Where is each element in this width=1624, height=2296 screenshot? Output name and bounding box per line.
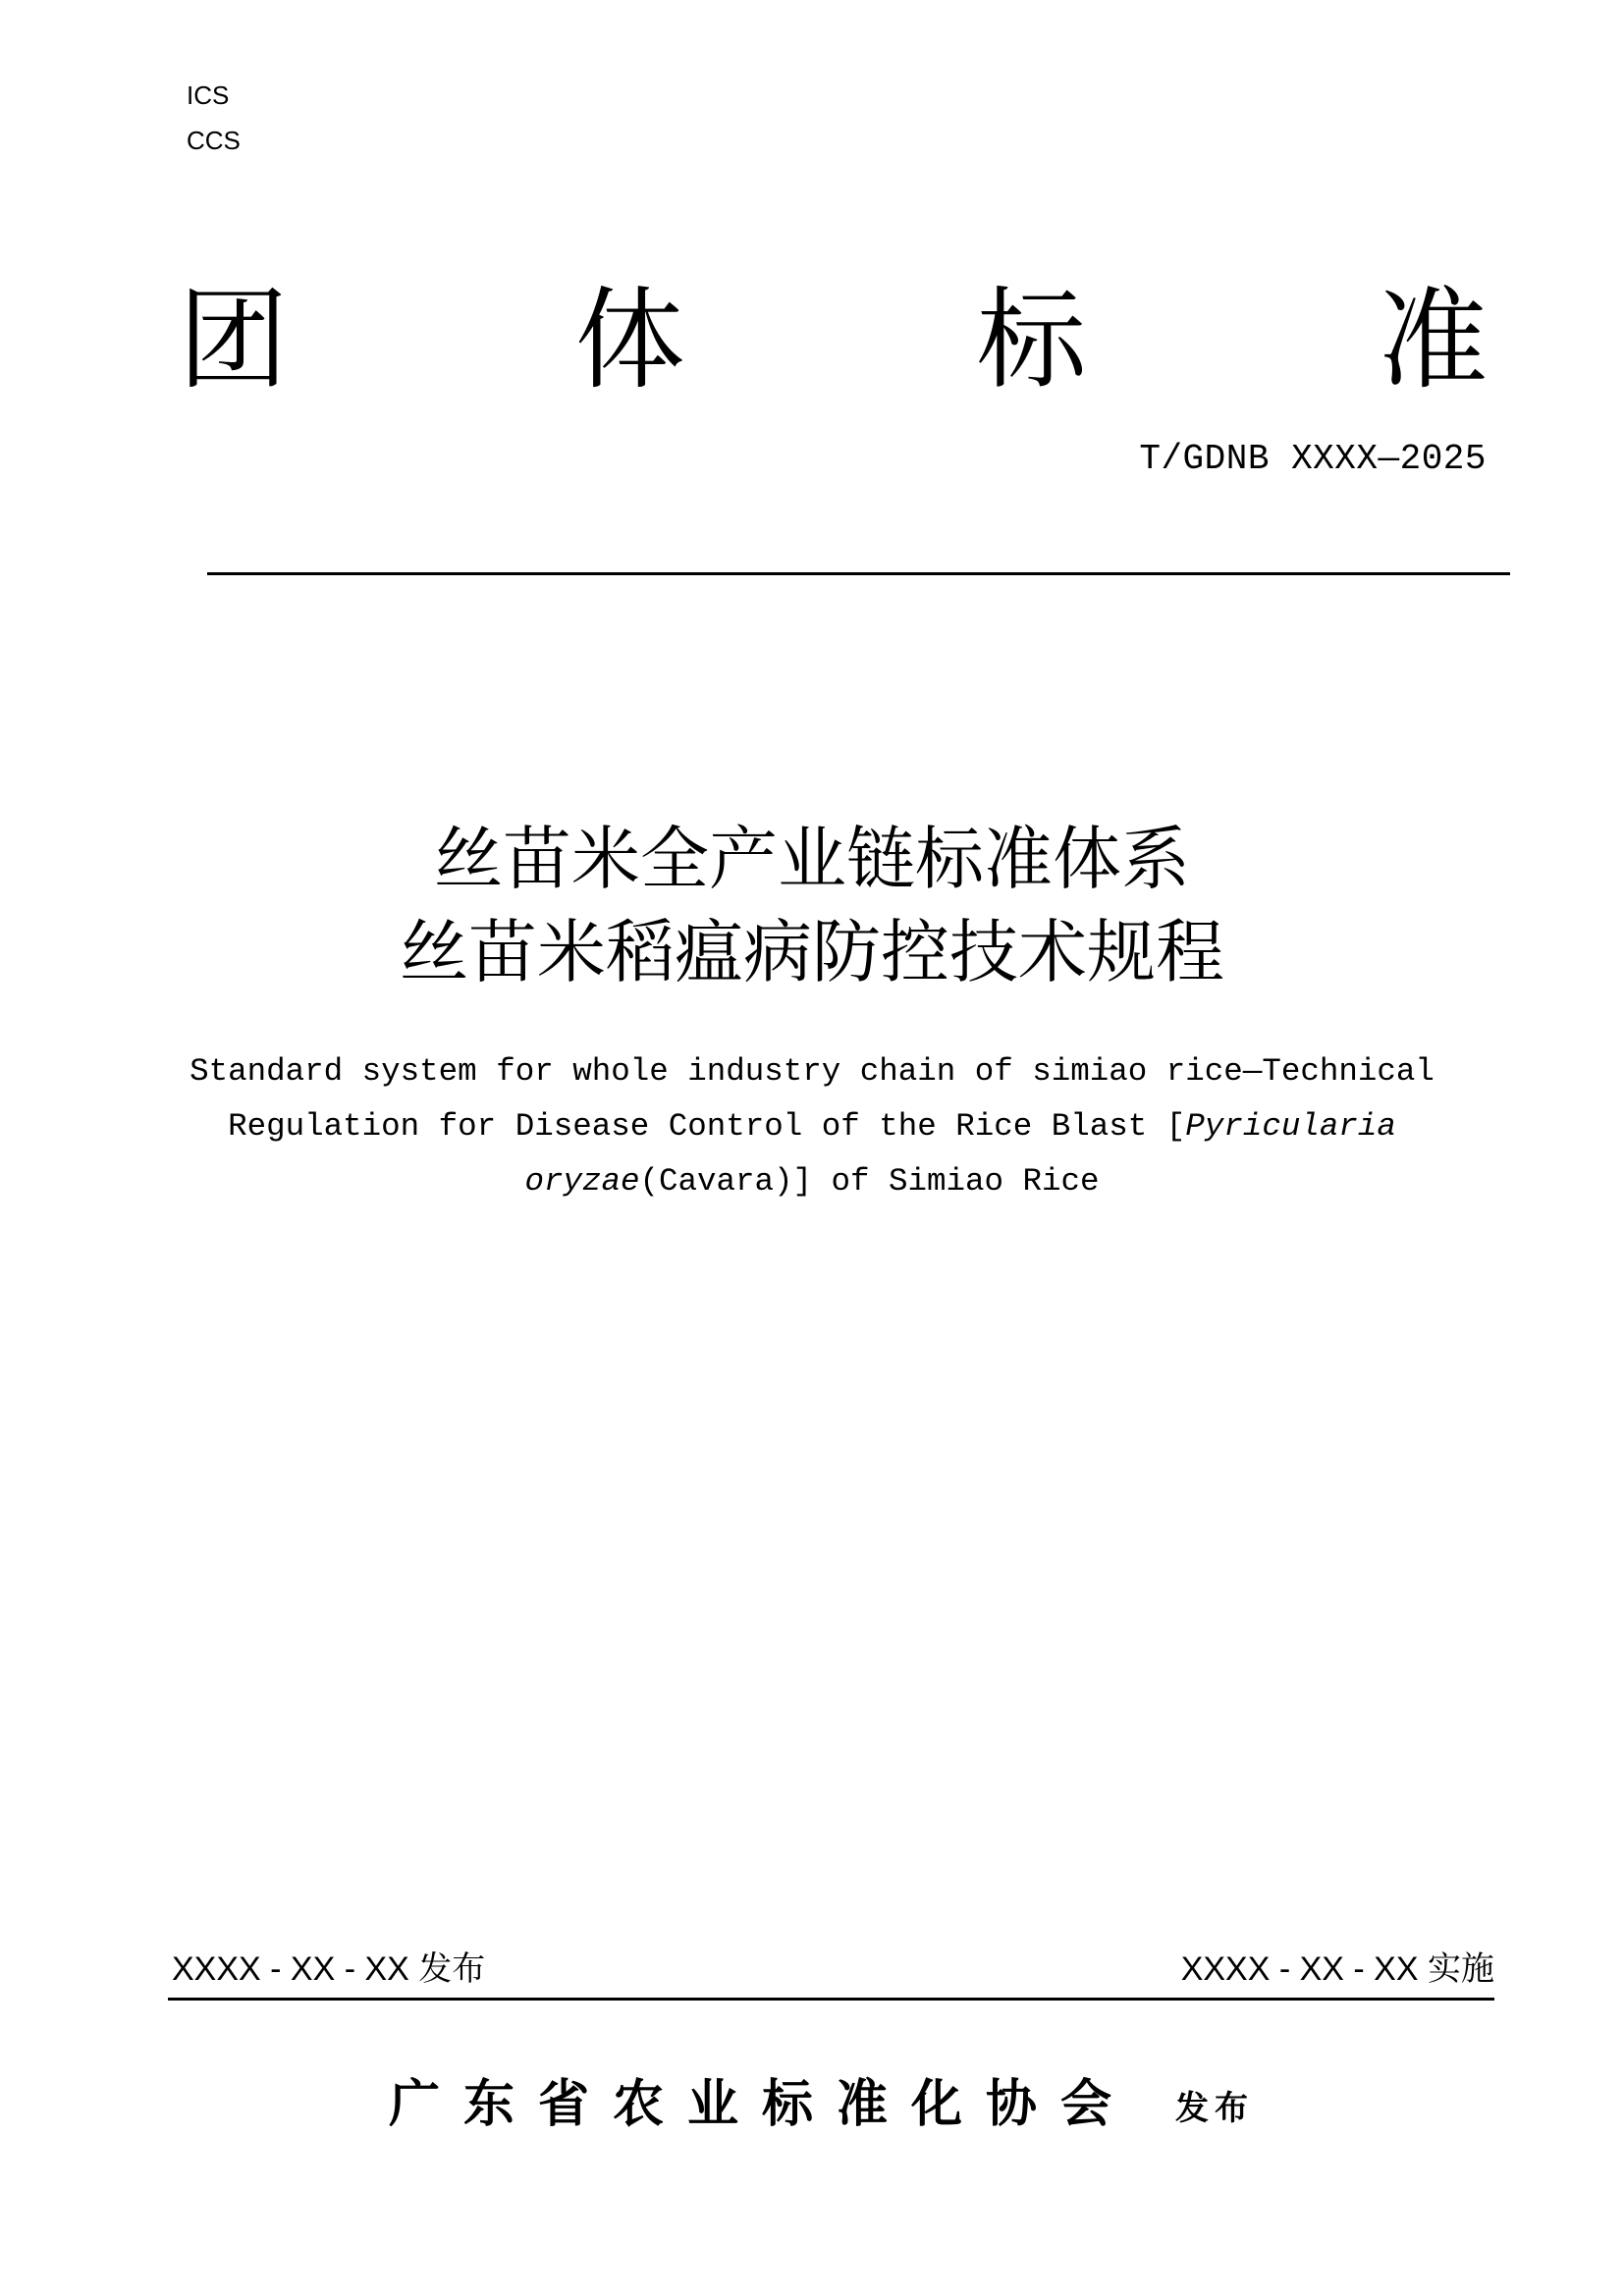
standard-type-char-4: 准: [1378, 277, 1489, 404]
title-en-line-3: [0, 1154, 1624, 1209]
standard-type-char-2: 体: [574, 277, 685, 404]
standard-type-char-1: 团: [178, 277, 289, 404]
standard-type-char-3: 标: [976, 277, 1087, 404]
implement-date: XXXX - XX - XX 实施: [1180, 1950, 1494, 1988]
publish-label: 发布: [1175, 2089, 1254, 2128]
title-en-species: oryzae: [524, 1163, 640, 1200]
publishing-organization: 广东省农业标准化协会: [389, 2074, 1136, 2134]
title-en-genus: Pyricularia: [1185, 1108, 1396, 1145]
standard-number: T/GDNB XXXX—2025: [1139, 439, 1487, 479]
footer-divider: [168, 1998, 1494, 2001]
header-divider: [207, 572, 1510, 575]
ccs-code-label: CCS: [187, 126, 241, 155]
ics-code-label: ICS: [187, 80, 230, 110]
title-cn-line-2: 丝苗米稻瘟病防控技术规程: [400, 912, 1224, 992]
title-en-line-2-text: Regulation for Disease Control of the Rice Blast [: [228, 1108, 1186, 1145]
publish-date: XXXX - XX - XX 发布: [172, 1950, 486, 1988]
title-en-line-3-text: (Cavara)] of Simiao Rice: [639, 1163, 1100, 1200]
title-en-line-1: Standard system for whole industry chain of simiao rice—Technical: [189, 1053, 1435, 1090]
title-en-line-2: [0, 1099, 1624, 1154]
title-cn-line-1: 丝苗米全产业链标准体系: [434, 819, 1190, 899]
